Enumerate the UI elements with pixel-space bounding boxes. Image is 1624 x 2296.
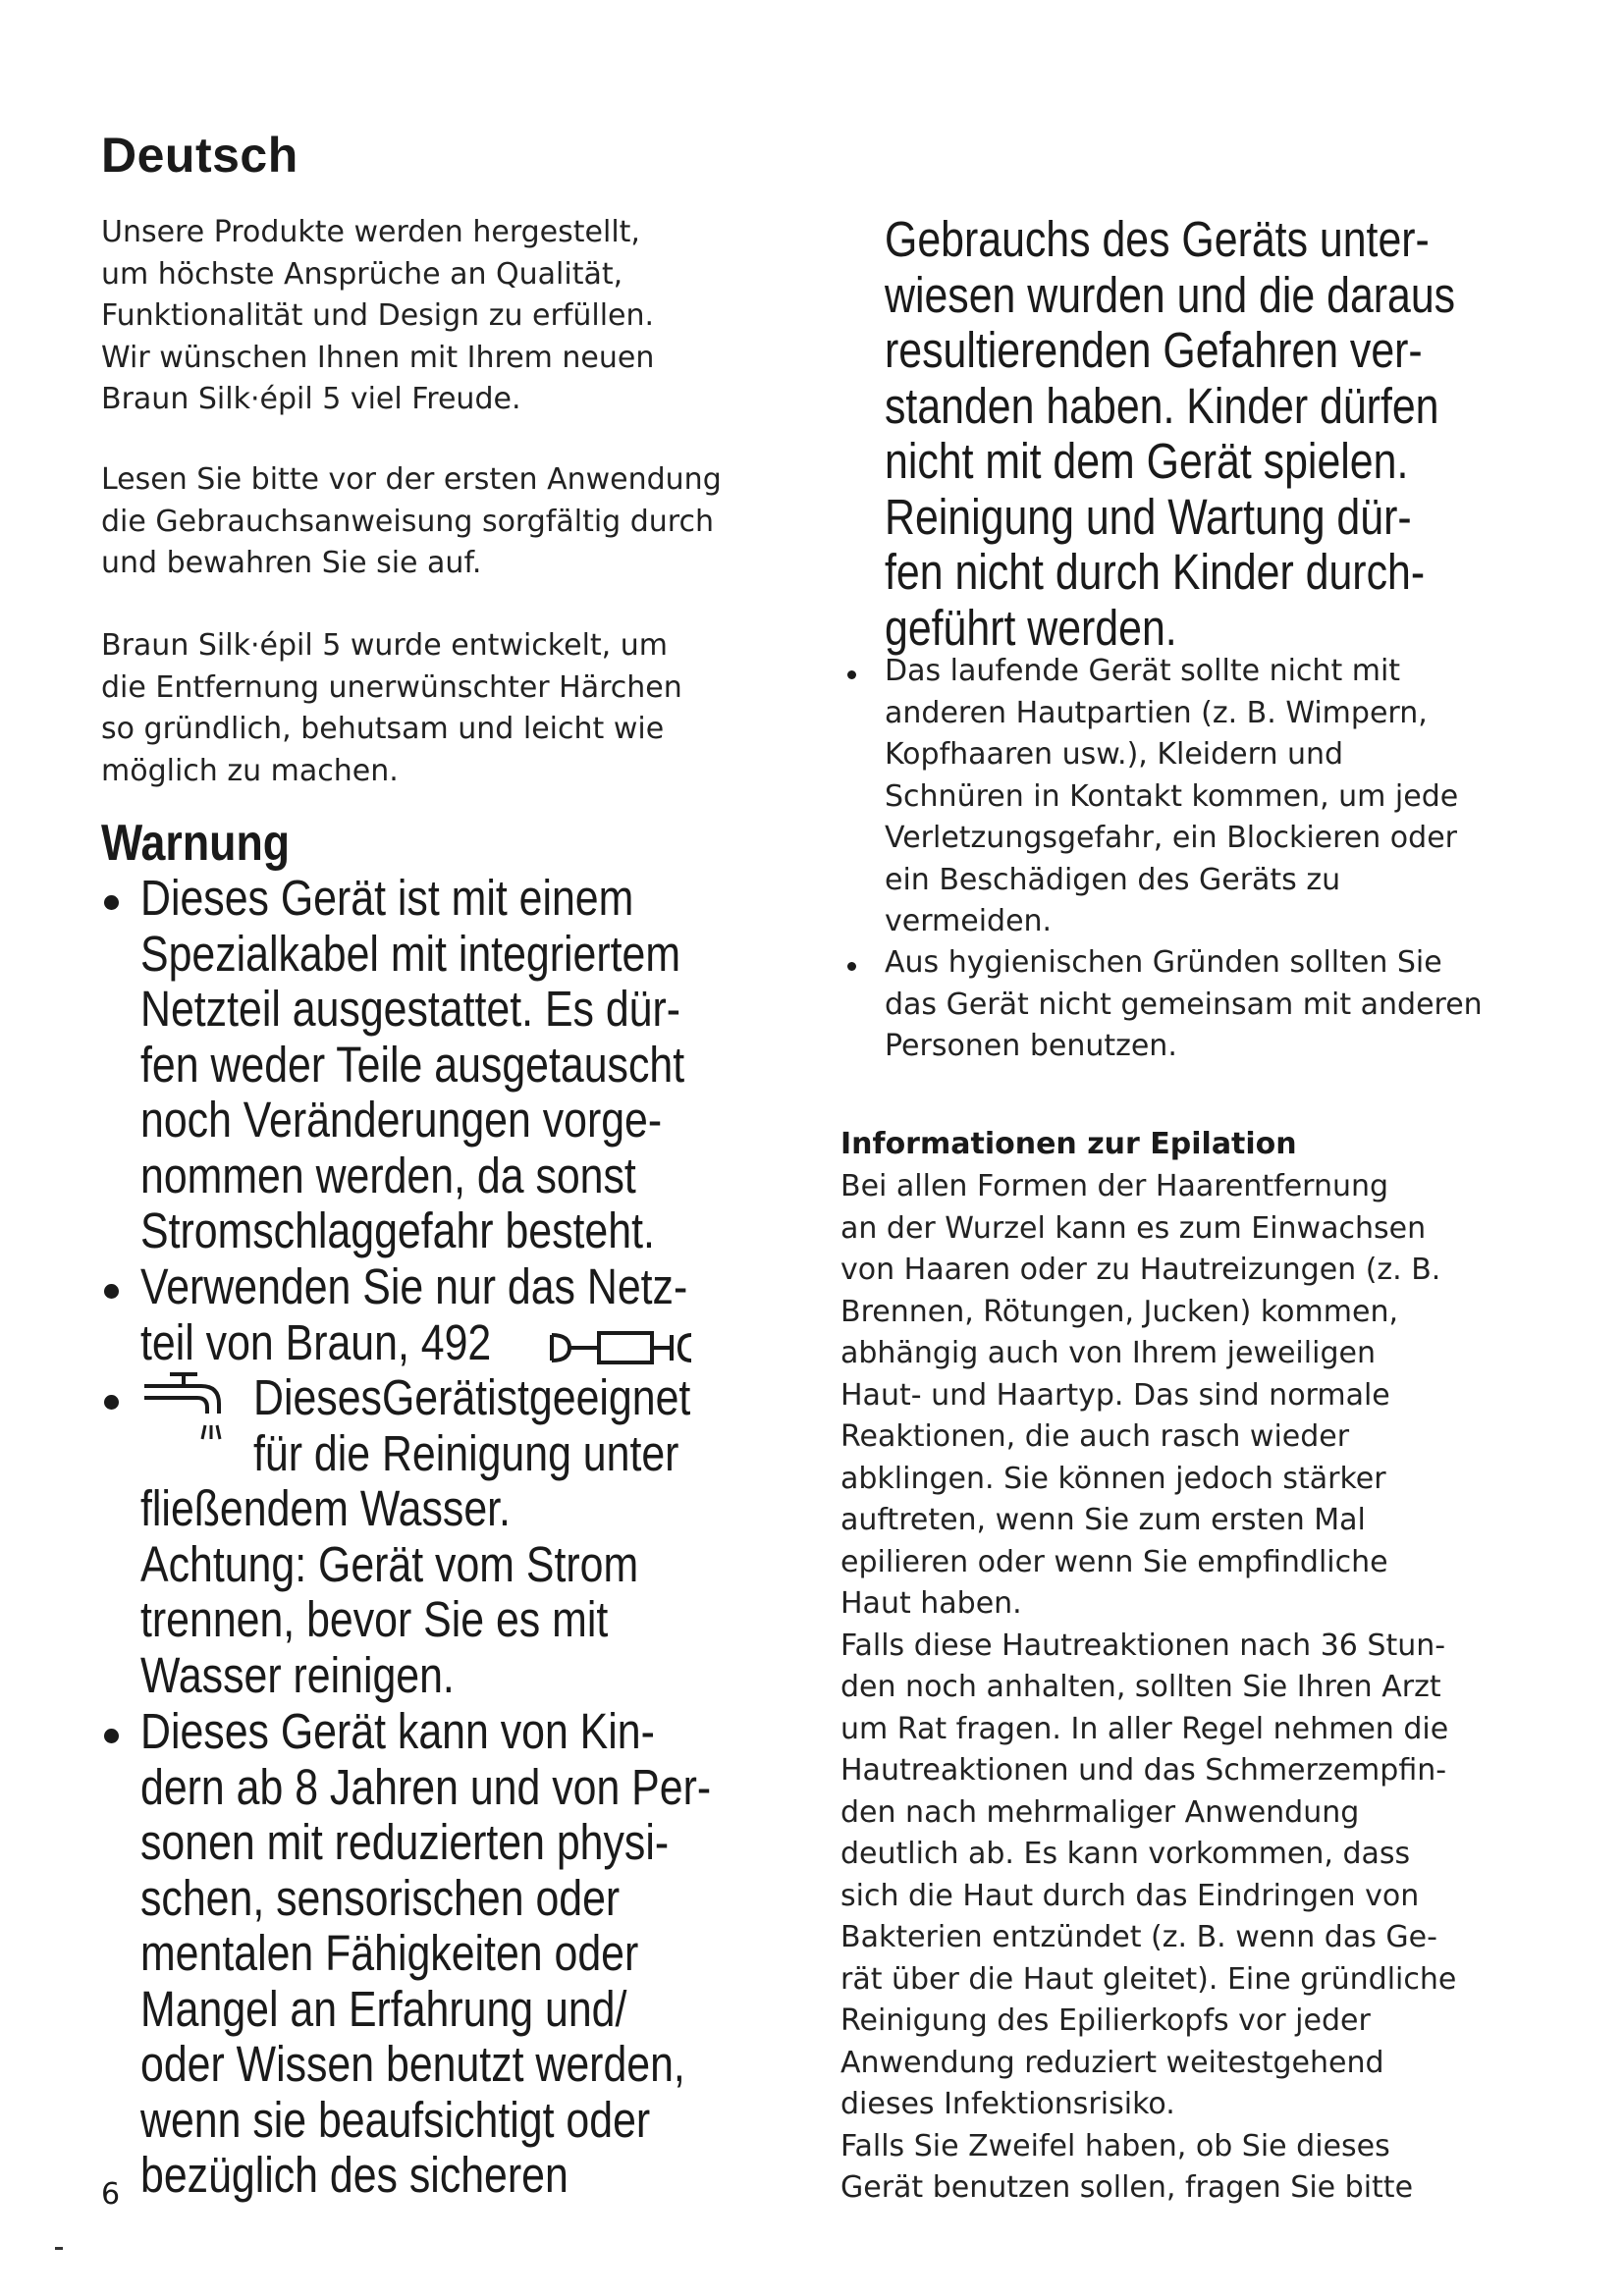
- warning-bullet-water-cleaning: fließendem Wasser. Achtung: Gerät vom Strom trennen, bevor Sie es mit Wasser reinigen.: [140, 1480, 639, 1703]
- warning-bullet-children: Dieses Gerät kann von Kin- dern ab 8 Jahren und von Per- sonen mit reduzierten physi- schen, sensorischen oder mentalen Fähigkeiten oder Mangel an Erfahrung und/ oder Wissen benutzt werden, wenn sie beaufsichtigt oder bezüglich des sicheren: [140, 1703, 712, 2203]
- page-number: 6: [101, 2177, 121, 2212]
- intro-paragraph-1: Unsere Produkte werden hergestellt, um höchste Ansprüche an Qualität, Funktionalität und Design zu erfüllen. Wir wünschen Ihnen mit Ihrem neuen Braun Silk·épil 5 viel Freude.: [101, 215, 655, 416]
- warning-bullet-children-continued: Gebrauchs des Geräts unter- wiesen wurden und die daraus resultierenden Gefahren ver- standen haben. Kinder dürfen nicht mit dem Gerät spielen. Reinigung und Wartung dür- fen nicht durch Kinder durch- geführt werden.: [885, 211, 1456, 656]
- bullet-marker: [104, 1729, 119, 1743]
- epilation-info-text: Bei allen Formen der Haarentfernung an der Wurzel kann es zum Einwachsen von Haaren oder zu Hautreizungen (z. B. Brennen, Rötungen, Jucken) kommen, abhängig auch von Ihrem jeweiligen Haut- und Haartyp. Das sind normale Reaktionen, die auch rasch wieder abklingen. Sie können jedoch stärker auftreten, wenn Sie zum ersten Mal epilieren oder wenn Sie empfindliche Haut haben. Falls diese Hautreaktionen nach 36 Stun- den noch anhalten, sollten Sie Ihren Arzt um Rat fragen. In aller Regel nehmen die Hautreaktionen und das Schmerzempfin- den nach mehrmaliger Anwendung deutlich ab. Es kann vorkommen, dass sich die Haut durch das Eindringen von Bakterien entzündet (z. B. wenn das Ge- rät über die Haut gleitet). Eine gründliche Reinigung des Epilierkopfs vor jeder Anwendung reduziert weitestgehend dieses Infektionsrisiko. Falls Sie Zweifel haben, ob Sie dieses Gerät benutzen sollen, fragen Sie bitte: [840, 1169, 1457, 2205]
- intro-paragraph-2: Lesen Sie bitte vor der ersten Anwendung die Gebrauchsanweisung sorgfältig durch und bewahren Sie sie auf.: [101, 462, 722, 580]
- intro-paragraph-3: Braun Silk·épil 5 wurde entwickelt, um die Entfernung unerwünschter Härchen so gründlich, behutsam und leicht wie möglich zu machen.: [101, 628, 682, 788]
- warning-bullet-cable: Dieses Gerät ist mit einem Spezialkabel mit integriertem Netzteil ausgestattet. Es dür- fen weder Teile ausgetauscht noch Veränderungen vorge- nommen werden, da sonst Stromschlaggefahr besteht.: [140, 870, 685, 1258]
- warning-bullet-skin-contact: Das laufende Gerät sollte nicht mit anderen Hautpartien (z. B. Wimpern, Kopfhaaren usw.), Kleidern und Schnüren in Kontakt kommen, um jede Verletzungsgefahr, ein Blockieren oder ein Beschädigen des Geräts zu vermeiden.: [885, 654, 1459, 938]
- bullet-marker: [104, 1395, 119, 1410]
- power-supply-symbol-icon: [548, 1327, 699, 1366]
- bullet-marker: [104, 1284, 119, 1299]
- epilation-info-heading: Informationen zur Epilation: [840, 1127, 1297, 1161]
- running-water-tap-icon: [140, 1368, 235, 1447]
- page-title: Deutsch: [101, 128, 298, 183]
- bullet-marker: [847, 962, 856, 971]
- warning-bullet-power-unit: Verwenden Sie nur das Netz- teil von Braun, 492: [140, 1258, 688, 1370]
- warning-bullet-hygiene: Aus hygienischen Gründen sollten Sie das Gerät nicht gemeinsam mit anderen Personen benutzen.: [885, 945, 1483, 1063]
- bullet-marker: [104, 895, 119, 910]
- bullet-marker: [847, 670, 856, 679]
- margin-mark: [55, 2247, 63, 2250]
- warning-bullet-water-cleaning-lead: DiesesGerätistgeeignet für die Reinigung unter: [253, 1369, 691, 1481]
- warning-heading: Warnung: [101, 815, 291, 872]
